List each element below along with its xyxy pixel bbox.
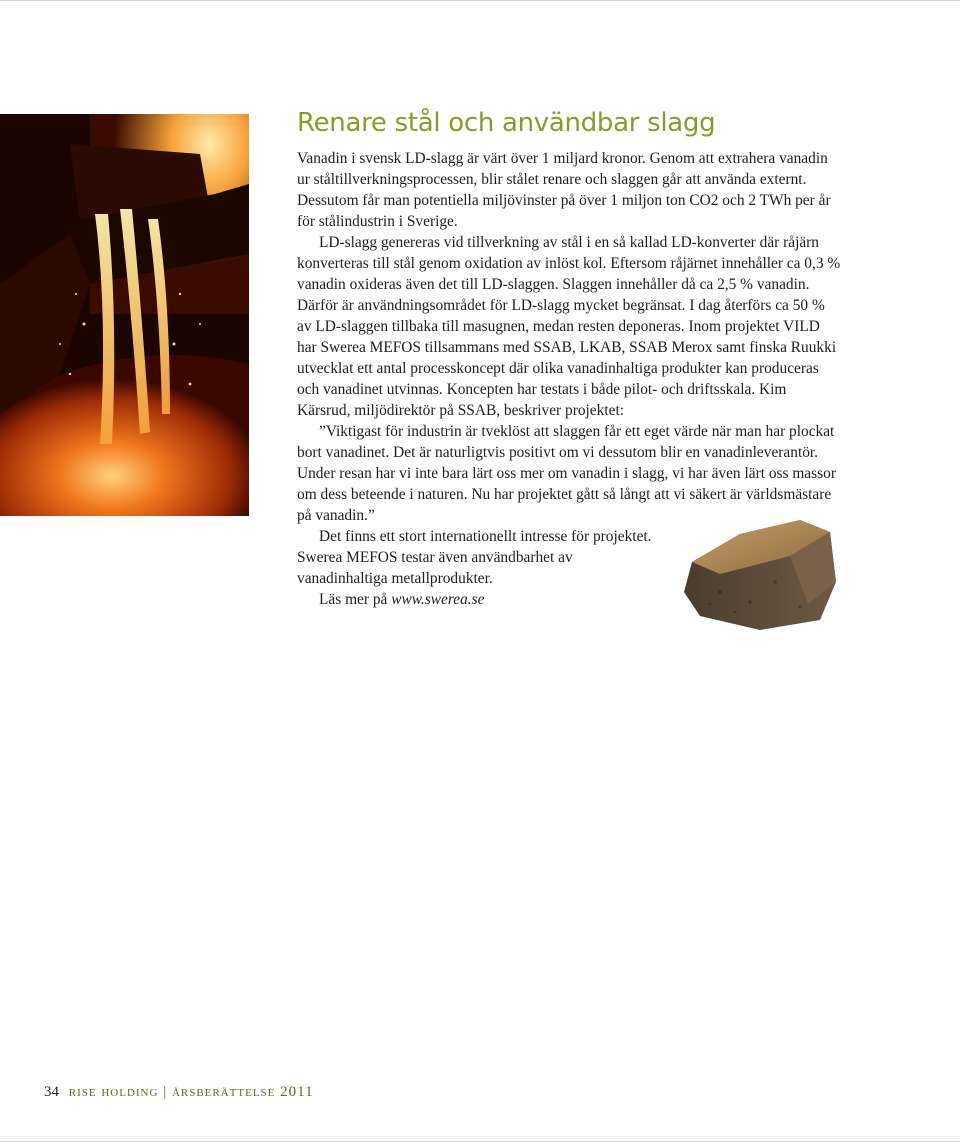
article-title: Renare stål och användbar slagg [297, 108, 716, 138]
read-more-link[interactable]: www.swerea.se [391, 591, 485, 608]
page-number: 34 [44, 1084, 59, 1100]
paragraph-quote: ”Viktigast för industrin är tveklöst att slaggen får ett eget värde när man har plockat bort vanadinet. Det är naturligtvis positivt om vi dessutom blir en vanadinleverantör. Under resan har vi inte bara lärt oss mer om vanadin i slagg, vi har även lärt oss massor om dess beteende i naturen. Nu har projektet gått så långt att vi säkert är världsmästare på vanadin.” [297, 423, 836, 524]
top-rule [0, 0, 960, 1]
slag-rock-image [680, 512, 840, 634]
paragraph-ld-slagg: LD-slagg genereras vid tillverkning av stål i en så kallad LD-konverter där råjärn konverteras till stål genom oxidation av inlöst kol. Eftersom råjärnet innehåller ca 0,3 % vanadin oxideras även det till LD-slaggen. Slaggen innehåller då ca 2,5 % vanadin. Därför är användningsområdet för LD-slagg mycket begränsat. I dag återförs ca 50 % av LD-slaggen tillbaka till masugnen, medan resten deponeras. Inom projektet VILD har Swerea MEFOS tillsammans med SSAB, LKAB, SSAB Merox samt finska Ruukki utvecklat ett antal processkoncept där olika vanadinhaltiga produkter kan produceras och vanadinet utvinnas. Koncepten har testats i både pilot- och driftsskala. Kim Kärsrud, miljödirektör på SSAB, beskriver projektet: [297, 234, 841, 419]
paragraph-intro: Vanadin i svensk LD-slagg är värt över 1 miljard kronor. Genom att extrahera vanadin ur ståltillverkningsprocessen, blir stålet renare och slaggen går att använda externt. Dessutom får man potentiella miljövinster på över 1 miljon ton CO2 och 2 TWh per år för stålindustrin i Sverige. [297, 150, 831, 230]
read-more-label: Läs mer på [319, 591, 388, 608]
molten-steel-photo [0, 114, 249, 516]
paragraph-interest: Det finns ett stort internationellt intresse för projektet. Swerea MEFOS testar även användbarhet av vanadinhaltiga metallprodukter. [297, 528, 652, 587]
publication-name: rise holding | årsberättelse 2011 [68, 1084, 314, 1100]
page-footer [44, 1084, 314, 1101]
